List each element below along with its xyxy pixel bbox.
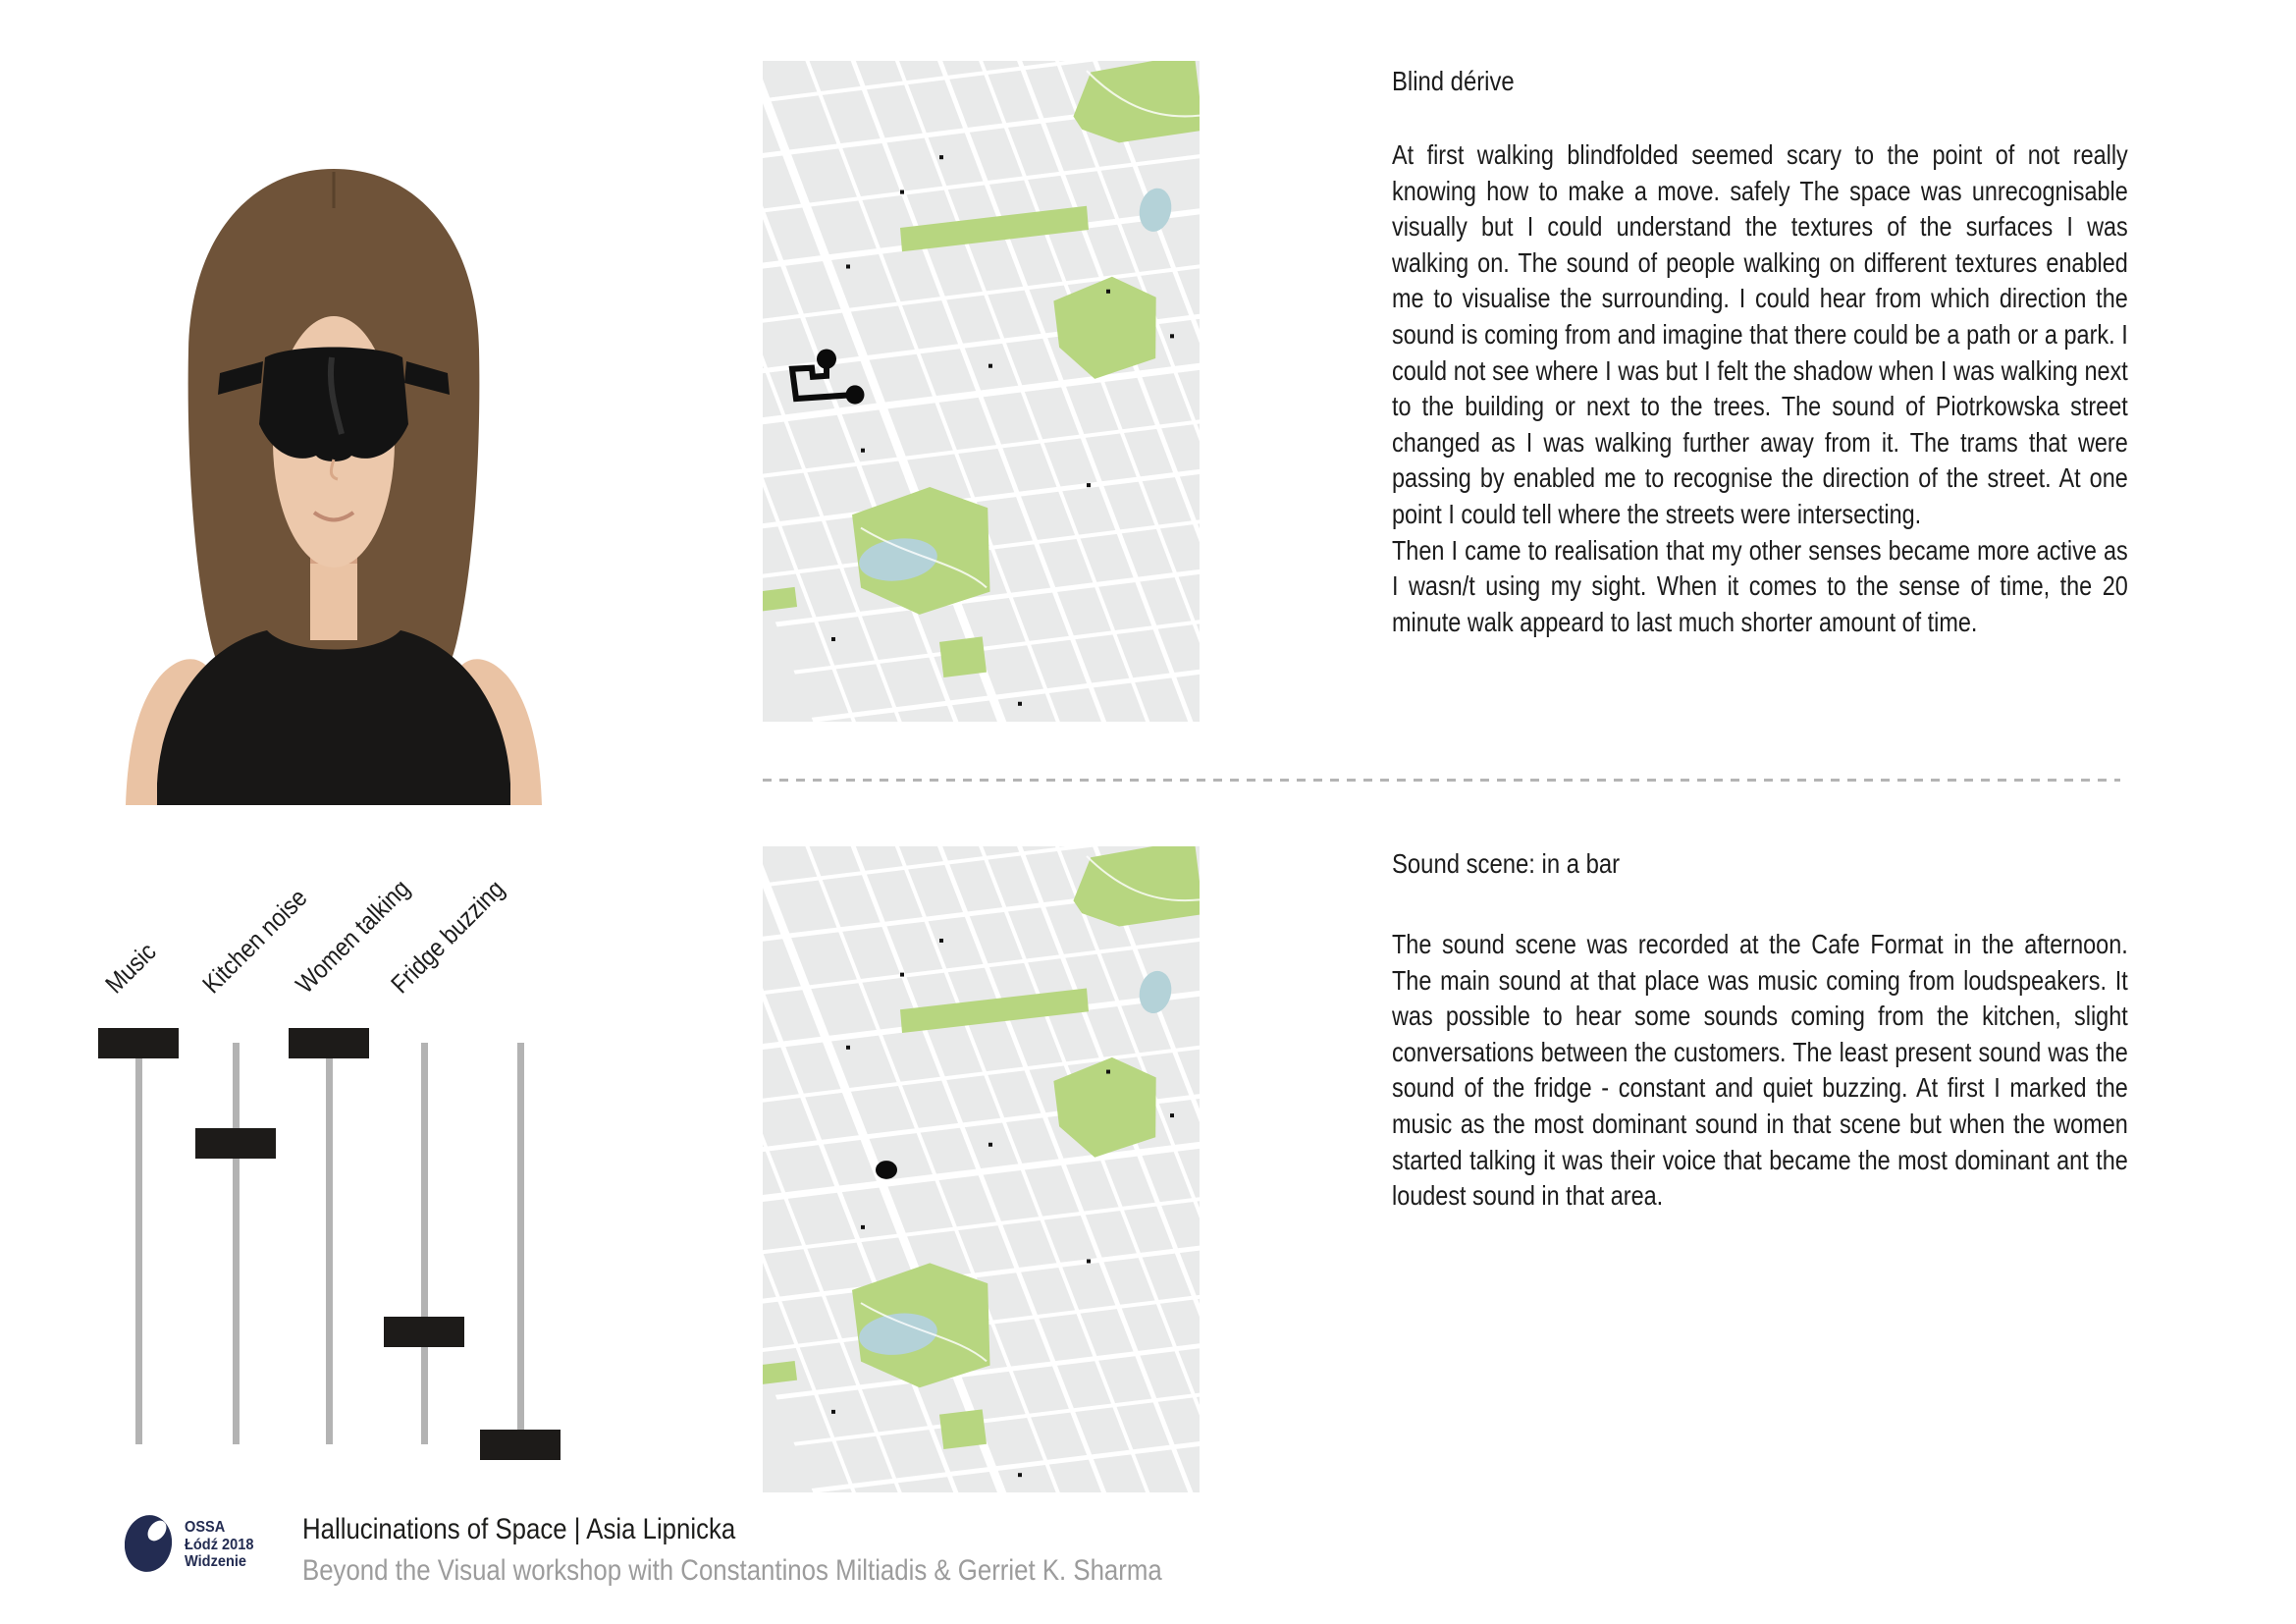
slider-track-unlabelled [517, 1043, 524, 1444]
slider-track-women-talking [326, 1043, 333, 1444]
location-dot-marker [876, 1161, 897, 1179]
footer-text [302, 1510, 1162, 1591]
slider-handle-music [98, 1028, 179, 1058]
map-sound-scene [763, 846, 1200, 1492]
blindfolded-woman-photo [98, 147, 569, 805]
slider-label-fridge-buzzing: Fridge buzzing [385, 874, 510, 1000]
slider-handle-unlabelled [480, 1430, 561, 1460]
paragraph: Then I came to realisation that my other senses became more active as I wasn/t using my sight. When it comes to the sense of time, the 20 minute walk appeard to last much shorter amount of time. [1392, 534, 2128, 637]
slider-handle-women-talking [289, 1028, 369, 1058]
paragraph: The sound scene was recorded at the Cafe Format in the afternoon. The main sound at that place was music coming from loudspeakers. It was possible to hear some sounds coming from the kitchen, slight conversations between the customers. The least present sound was the sound of the fridge - constant and quiet buzzing. At first I marked the music as the most dominant sound in that scene but when the women started talking it was their voice that became the most dominant ant the loudest sound in that area. [1392, 929, 2128, 1212]
section-body-sound-scene [1392, 927, 2128, 1215]
slider-handle-kitchen-noise [195, 1128, 276, 1159]
map-blind-derive [763, 61, 1200, 722]
footer-title: Hallucinations of Space | Asia Lipnicka [302, 1513, 736, 1545]
logo-line: Widzenie [185, 1553, 247, 1570]
slider-handle-fridge-buzzing [384, 1317, 464, 1347]
logo-line: OSSA [185, 1519, 226, 1536]
slider-track-kitchen-noise [233, 1043, 240, 1444]
section-title-blind-derive: Blind dérive [1392, 66, 1515, 96]
blindfolded-woman-illustration [98, 147, 569, 805]
text-column [1392, 0, 2128, 1624]
section-body-blind-derive [1392, 137, 2128, 640]
section-title-sound-scene: Sound scene: in a bar [1392, 848, 1621, 879]
slider-label-music: Music [99, 936, 162, 1000]
ossa-logo-text [185, 1519, 253, 1571]
slider-track-music [135, 1043, 142, 1444]
slider-track-fridge-buzzing [421, 1043, 428, 1444]
footer-subtitle: Beyond the Visual workshop with Constantinos Miltiadis & Gerriet K. Sharma [302, 1554, 1162, 1587]
ossa-logo-icon [125, 1514, 174, 1573]
slider-label-kitchen-noise: Kitchen noise [196, 883, 313, 1000]
paragraph: At first walking blindfolded seemed scary to the point of not really knowing how to make a move. safely The space was unrecognisable visually but I could understand the textures of the surfaces I was walking on. The sound of people walking on different textures enabled me to visualise the surrounding. I could hear from which direction the sound is coming from and imagine that there could be a path or a park. I could not see where I was but I felt the shadow when I was walking next to the building or next to the trees. The sound of Piotrkowska street changed as I was walking further away from it. The trams that were passing by enabled me to recognise the direction of the street. At one point I could tell where the streets were intersecting. [1392, 139, 2128, 529]
slider-label-women-talking: Women talking [290, 873, 416, 1000]
logo-line: Łódź 2018 [185, 1536, 254, 1553]
